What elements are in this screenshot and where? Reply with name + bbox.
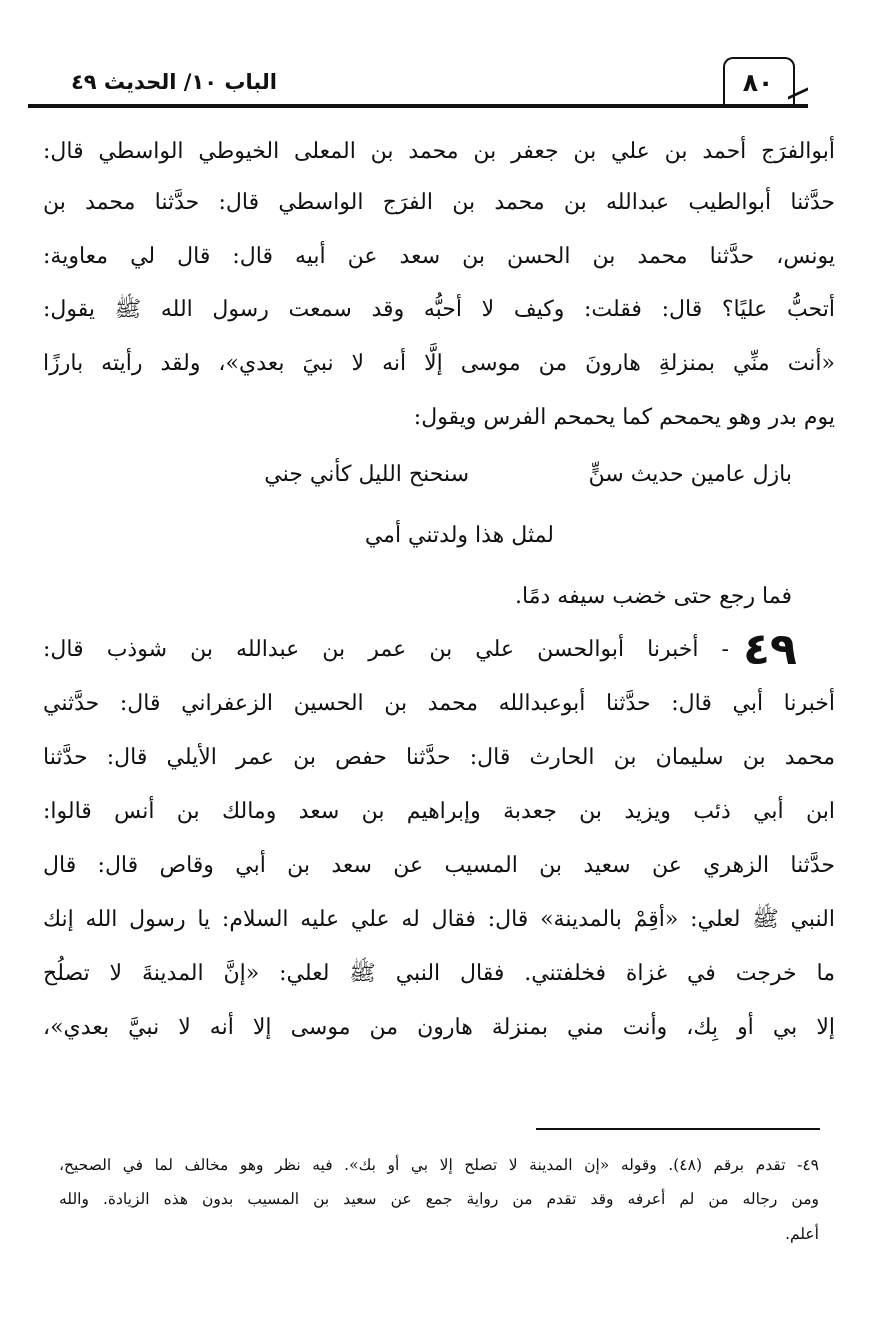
poem-verse-right: بازل عامين حديث سنٍّ	[588, 462, 792, 487]
hadith-number: ٤٩	[743, 624, 797, 675]
body-line: «أنت منِّي بمنزلةِ هارونَ من موسى إلَّا أنه لا نبيَ بعدي»، ولقد رأيته بارزًا	[43, 351, 835, 376]
hadith-first-line: - أخبرنا أبوالحسن علي بن عمر بن عبدالله بن شوذب قال:	[43, 637, 729, 662]
poem-verse-second: لمثل هذا ولدتني أمي	[364, 523, 554, 548]
body-line: يوم بدر وهو يحمحم كما يحمحم الفرس ويقول:	[413, 405, 835, 430]
body-line: حدَّثنا أبوالطيب عبدالله بن محمد بن الفرَج الواسطي قال: حدَّثنا محمد بن	[43, 190, 835, 215]
hadith-line: النبي ﷺ لعلي: «أقِمْ بالمدينة» قال: فقال له علي عليه السلام: يا رسول الله إنك	[43, 907, 835, 932]
header-rule	[28, 104, 808, 108]
body-line: فما رجع حتى خضب سيفه دمًا.	[515, 584, 792, 609]
hadith-line: ما خرجت في غزاة فخلفتني. فقال النبي ﷺ لعلي: «إنَّ المدينةَ لا تصلُح	[43, 961, 835, 986]
body-line: يونس، حدَّثنا محمد بن الحسن بن سعد عن أبيه قال: قال لي معاوية:	[43, 244, 835, 269]
chapter-running-head: الباب ١٠/ الحديث ٤٩	[70, 70, 277, 94]
page-number: ٨٠	[742, 68, 774, 97]
hadith-line: أخبرنا أبي قال: حدَّثنا أبوعبدالله محمد بن الحسين الزعفراني قال: حدَّثني	[43, 691, 835, 716]
hadith-line: إلا بي أو بِك، وأنت مني بمنزلة هارون من موسى إلا أنه لا نبيَّ بعدي»،	[43, 1015, 835, 1040]
body-line: أتحبُّ عليًا؟ قال: فقلت: وكيف لا أحبُّه وقد سمعت رسول الله ﷺ يقول:	[43, 297, 835, 322]
hadith-line: محمد بن سليمان بن الحارث قال: حدَّثنا حفص بن عمر الأيلي قال: حدَّثنا	[43, 745, 835, 770]
footnote-line: ومن رجاله من لم أعرفه وقد تقدم من رواية جمع عن سعيد بن المسيب بدون هذه الزيادة. والله	[59, 1190, 819, 1208]
poem-verse-left: سنحنح الليل كأني جني	[264, 462, 469, 487]
hadith-line: حدَّثنا الزهري عن سعيد بن المسيب عن سعد بن أبي وقاص قال: قال	[43, 853, 835, 878]
hadith-line: ابن أبي ذئب ويزيد بن جعدبة وإبراهيم بن سعد ومالك بن أنس قالوا:	[43, 799, 835, 824]
footnote-line: ٤٩- تقدم برقم (٤٨). وقوله «إن المدينة لا تصلح إلا بي أو بك». فيه نظر وهو مخالف لما في الصحيح،	[59, 1156, 819, 1174]
body-line: أبوالفرَج أحمد بن علي بن جعفر بن محمد بن المعلى الخيوطي الواسطي قال:	[43, 139, 835, 164]
footnote-rule	[536, 1128, 820, 1130]
footnote-line: أعلم.	[785, 1225, 819, 1243]
